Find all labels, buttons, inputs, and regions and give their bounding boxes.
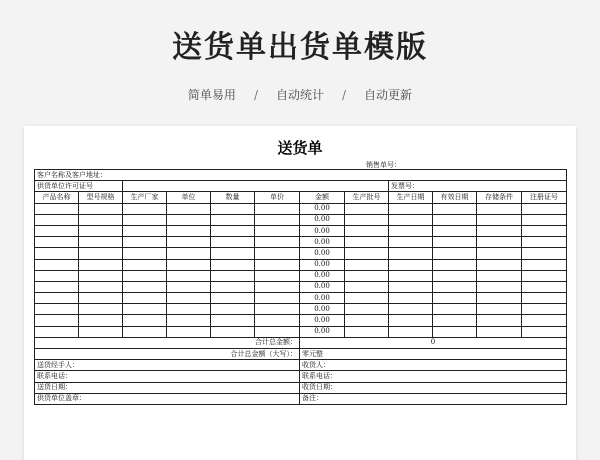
table-cell[interactable]	[433, 225, 477, 236]
table-row	[35, 270, 567, 281]
table-cell[interactable]	[79, 304, 123, 315]
table-cell[interactable]	[389, 270, 433, 281]
table-cell[interactable]	[123, 270, 167, 281]
table-cell[interactable]	[433, 304, 477, 315]
table-cell[interactable]	[167, 237, 211, 248]
table-cell[interactable]	[79, 248, 123, 259]
amount-cell[interactable]: 0.00	[300, 248, 345, 259]
separator: /	[342, 88, 347, 102]
table-cell[interactable]	[79, 326, 123, 337]
table-cell[interactable]	[79, 237, 123, 248]
table-cell[interactable]	[35, 259, 79, 270]
table-cell[interactable]	[345, 281, 389, 292]
footer-row	[35, 360, 567, 371]
table-cell[interactable]	[167, 248, 211, 259]
table-cell[interactable]	[167, 293, 211, 304]
table-cell[interactable]	[345, 304, 389, 315]
separator: /	[253, 88, 258, 102]
table-cell[interactable]	[389, 203, 433, 214]
table-cell[interactable]	[123, 259, 167, 270]
amount-cell[interactable]: 0.00	[300, 225, 345, 236]
table-cell[interactable]	[79, 225, 123, 236]
sales-no-label: 销售单号：	[366, 161, 401, 169]
table-cell[interactable]	[522, 304, 567, 315]
table-cell[interactable]	[389, 293, 433, 304]
table-cell[interactable]	[522, 237, 567, 248]
table-cell[interactable]	[345, 237, 389, 248]
table-cell[interactable]	[522, 203, 567, 214]
table-cell[interactable]	[345, 270, 389, 281]
table-cell[interactable]	[35, 304, 79, 315]
column-header: 生产日期	[389, 192, 433, 203]
remarks-label[interactable]: 备注：	[300, 393, 567, 404]
table-cell[interactable]	[35, 203, 79, 214]
feature-auto-stat: 自动统计	[275, 88, 324, 102]
table-cell[interactable]	[167, 214, 211, 225]
table-cell[interactable]	[211, 315, 255, 326]
table-cell[interactable]	[211, 214, 255, 225]
table-cell[interactable]	[123, 248, 167, 259]
column-header: 存储条件	[477, 192, 522, 203]
table-cell[interactable]	[167, 259, 211, 270]
table-cell[interactable]	[255, 259, 300, 270]
table-cell[interactable]	[477, 203, 522, 214]
table-cell[interactable]	[79, 259, 123, 270]
deliverer-label[interactable]: 送货经手人：	[35, 360, 300, 371]
table-row	[35, 214, 567, 225]
table-cell[interactable]	[255, 326, 300, 337]
table-cell[interactable]	[123, 326, 167, 337]
supplier-row	[35, 181, 567, 192]
table-cell[interactable]	[389, 225, 433, 236]
table-cell[interactable]	[433, 326, 477, 337]
table-cell[interactable]	[123, 281, 167, 292]
amount-cell[interactable]: 0.00	[300, 281, 345, 292]
table-cell[interactable]	[167, 304, 211, 315]
table-cell[interactable]	[35, 214, 79, 225]
table-cell[interactable]	[255, 270, 300, 281]
table-cell[interactable]	[389, 237, 433, 248]
table-cell[interactable]	[433, 214, 477, 225]
table-cell[interactable]	[255, 248, 300, 259]
feature-line	[0, 86, 600, 103]
table-cell[interactable]	[389, 281, 433, 292]
footer-row	[35, 371, 567, 382]
table-cell[interactable]	[123, 293, 167, 304]
total-upper-row	[35, 349, 567, 360]
table-cell[interactable]	[477, 281, 522, 292]
amount-cell[interactable]: 0.00	[300, 203, 345, 214]
total-value: 0	[300, 337, 567, 348]
receiver-label[interactable]: 收货人：	[300, 360, 567, 371]
amount-cell[interactable]: 0.00	[300, 270, 345, 281]
table-row	[35, 237, 567, 248]
table-cell[interactable]	[167, 225, 211, 236]
table-cell[interactable]	[255, 214, 300, 225]
table-cell[interactable]	[345, 225, 389, 236]
table-row	[35, 315, 567, 326]
supplier-seal-label[interactable]: 供货单位盖章：	[35, 393, 300, 404]
table-cell[interactable]	[522, 270, 567, 281]
table-cell[interactable]	[79, 214, 123, 225]
table-cell[interactable]	[211, 203, 255, 214]
table-cell[interactable]	[255, 203, 300, 214]
table-cell[interactable]	[123, 225, 167, 236]
table-cell[interactable]	[433, 259, 477, 270]
table-cell[interactable]	[389, 214, 433, 225]
table-cell[interactable]	[433, 281, 477, 292]
table-row	[35, 203, 567, 214]
total-label: 合计总金额：	[35, 337, 300, 348]
table-cell[interactable]	[211, 293, 255, 304]
table-cell[interactable]	[433, 315, 477, 326]
table-cell[interactable]	[522, 293, 567, 304]
column-header: 注册证号	[522, 192, 567, 203]
table-cell[interactable]	[433, 293, 477, 304]
table-cell[interactable]	[167, 326, 211, 337]
total-upper-label: 合计总金额（大写）：	[35, 349, 300, 360]
feature-easy: 简单易用	[187, 88, 236, 102]
table-cell[interactable]	[211, 326, 255, 337]
table-cell[interactable]	[477, 270, 522, 281]
table-cell[interactable]	[345, 214, 389, 225]
table-cell[interactable]	[211, 259, 255, 270]
table-cell[interactable]	[167, 281, 211, 292]
table-cell[interactable]	[167, 203, 211, 214]
table-cell[interactable]	[477, 214, 522, 225]
table-cell[interactable]	[522, 225, 567, 236]
amount-cell[interactable]: 0.00	[300, 259, 345, 270]
table-cell[interactable]	[477, 293, 522, 304]
table-row	[35, 248, 567, 259]
table-cell[interactable]	[345, 293, 389, 304]
invoice-label[interactable]: 发票号：	[389, 181, 567, 192]
table-row	[35, 225, 567, 236]
table-cell[interactable]	[79, 315, 123, 326]
supplier-license-label: 供货单位许可证号	[35, 181, 123, 192]
table-cell[interactable]	[255, 315, 300, 326]
table-cell[interactable]	[477, 225, 522, 236]
table-cell[interactable]	[389, 304, 433, 315]
table-cell[interactable]	[35, 293, 79, 304]
amount-cell[interactable]: 0.00	[300, 293, 345, 304]
table-row	[35, 259, 567, 270]
table-cell[interactable]	[123, 304, 167, 315]
table-cell[interactable]	[79, 281, 123, 292]
table-cell[interactable]	[35, 270, 79, 281]
table-cell[interactable]	[123, 214, 167, 225]
column-header: 金额	[300, 192, 345, 203]
table-cell[interactable]	[123, 203, 167, 214]
table-cell[interactable]	[211, 270, 255, 281]
table-cell[interactable]	[345, 203, 389, 214]
table-cell[interactable]	[167, 315, 211, 326]
feature-auto-update: 自动更新	[364, 88, 413, 102]
table-cell[interactable]	[389, 326, 433, 337]
table-cell[interactable]	[433, 203, 477, 214]
table-cell[interactable]	[35, 248, 79, 259]
table-cell[interactable]	[522, 214, 567, 225]
table-row	[35, 281, 567, 292]
page-title: 送货单出货单模版	[172, 30, 428, 65]
table-cell[interactable]	[123, 315, 167, 326]
table-cell[interactable]	[35, 237, 79, 248]
table-cell[interactable]	[211, 304, 255, 315]
amount-cell[interactable]: 0.00	[300, 326, 345, 337]
table-cell[interactable]	[345, 326, 389, 337]
table-cell[interactable]	[477, 237, 522, 248]
table-cell[interactable]	[255, 304, 300, 315]
footer-row	[35, 393, 567, 404]
customer-row	[35, 170, 567, 181]
table-cell[interactable]	[345, 315, 389, 326]
table-cell[interactable]	[167, 270, 211, 281]
table-cell[interactable]	[79, 203, 123, 214]
table-cell[interactable]	[79, 270, 123, 281]
receiver-phone-label[interactable]: 联系电话：	[300, 371, 567, 382]
table-cell[interactable]	[522, 326, 567, 337]
table-cell[interactable]	[522, 281, 567, 292]
table-row	[35, 326, 567, 337]
table-cell[interactable]	[477, 259, 522, 270]
amount-cell[interactable]: 0.00	[300, 315, 345, 326]
total-upper-value: 零元整	[300, 349, 567, 360]
table-cell[interactable]	[522, 248, 567, 259]
table-cell[interactable]	[211, 281, 255, 292]
table-cell[interactable]	[255, 225, 300, 236]
table-row	[35, 304, 567, 315]
table-cell[interactable]	[389, 315, 433, 326]
table-cell[interactable]	[255, 281, 300, 292]
table-row	[35, 293, 567, 304]
table-cell[interactable]	[35, 315, 79, 326]
table-cell[interactable]	[211, 237, 255, 248]
table-cell[interactable]	[345, 259, 389, 270]
table-cell[interactable]	[255, 293, 300, 304]
receipt-date-label[interactable]: 收货日期：	[300, 382, 567, 393]
delivery-note-sheet	[24, 126, 576, 460]
table-cell[interactable]	[477, 326, 522, 337]
table-cell[interactable]	[477, 315, 522, 326]
amount-cell[interactable]: 0.00	[300, 237, 345, 248]
table-cell[interactable]	[389, 259, 433, 270]
column-header: 单价	[255, 192, 300, 203]
table-cell[interactable]	[433, 270, 477, 281]
column-header: 产品名称	[35, 192, 79, 203]
table-cell[interactable]	[123, 237, 167, 248]
delivery-form-table	[34, 169, 567, 405]
amount-cell[interactable]: 0.00	[300, 304, 345, 315]
table-cell[interactable]	[433, 248, 477, 259]
table-cell[interactable]	[255, 237, 300, 248]
supplier-license-value[interactable]	[123, 181, 389, 192]
table-cell[interactable]	[211, 248, 255, 259]
table-cell[interactable]	[35, 326, 79, 337]
column-header: 生产厂家	[123, 192, 167, 203]
table-cell[interactable]	[433, 237, 477, 248]
table-cell[interactable]	[522, 315, 567, 326]
column-header: 数量	[211, 192, 255, 203]
table-cell[interactable]	[79, 293, 123, 304]
table-cell[interactable]	[477, 304, 522, 315]
column-header: 型号规格	[79, 192, 123, 203]
table-cell[interactable]	[389, 248, 433, 259]
amount-cell[interactable]: 0.00	[300, 214, 345, 225]
table-cell[interactable]	[522, 259, 567, 270]
table-cell[interactable]	[35, 225, 79, 236]
column-header-row	[35, 192, 567, 203]
column-header: 单位	[167, 192, 211, 203]
deliverer-phone-label[interactable]: 联系电话：	[35, 371, 300, 382]
table-cell[interactable]	[477, 248, 522, 259]
table-cell[interactable]	[35, 281, 79, 292]
table-cell[interactable]	[211, 225, 255, 236]
footer-row	[35, 382, 567, 393]
column-header: 生产批号	[345, 192, 389, 203]
table-cell[interactable]	[345, 248, 389, 259]
total-row	[35, 337, 567, 348]
column-header: 有效日期	[433, 192, 477, 203]
delivery-note-title: 送货单	[277, 139, 323, 157]
customer-label[interactable]: 客户名称及客户地址：	[35, 170, 567, 181]
delivery-date-label[interactable]: 送货日期：	[35, 382, 300, 393]
